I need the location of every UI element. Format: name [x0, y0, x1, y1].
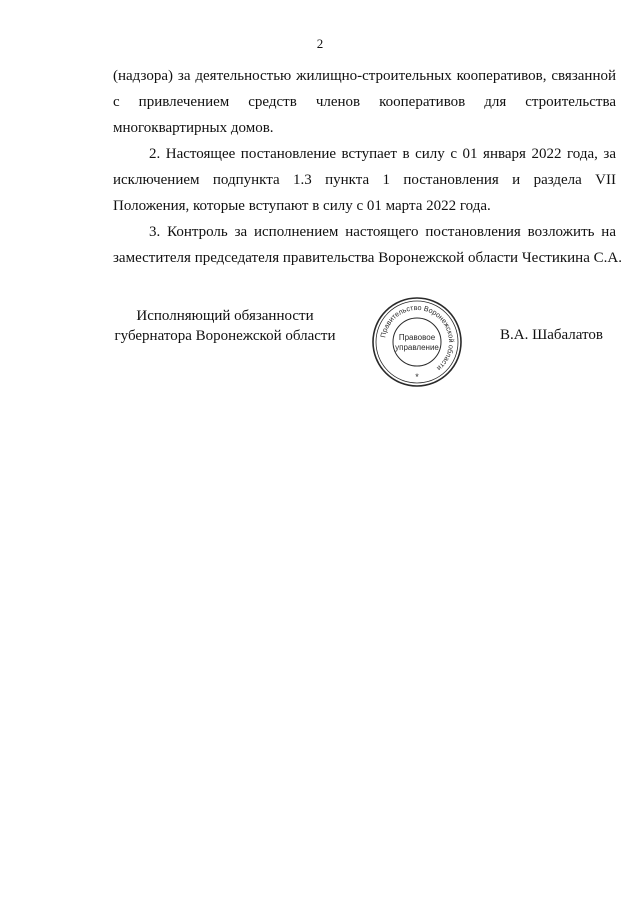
stamp-star: * [415, 372, 419, 382]
paragraph-2-line-2: исключением подпункта 1.3 пункта 1 постановления и раздела VII [113, 172, 616, 188]
stamp-ring-text: Правительство Воронежской области [378, 302, 457, 373]
paragraph-2-line-3: Положения, которые вступают в силу с 01 марта 2022 года. [113, 198, 491, 214]
stamp-center-line-1: Правовое [398, 333, 436, 342]
signatory-position [110, 306, 340, 346]
paragraph-2 [113, 141, 616, 219]
page-number: 2 [316, 36, 324, 51]
paragraph-1-line-2: с привлечением средств членов кооперативов для строительства [113, 94, 616, 110]
signatory-name: В.А. Шабалатов [500, 327, 603, 343]
stamp-inner-ring [376, 301, 458, 383]
paragraph-3-line-2: заместителя председателя правительства Воронежской области Честикина С.А. [113, 250, 622, 266]
paragraph-1 [113, 63, 616, 141]
paragraph-2-line-1: 2. Настоящее постановление вступает в силу с 01 января 2022 года, за [149, 146, 616, 162]
paragraph-3 [113, 219, 622, 271]
paragraph-1-line-3: многоквартирных домов. [113, 120, 274, 136]
signatory-position-line-1: Исполняющий обязанности [136, 308, 314, 324]
official-stamp [371, 296, 463, 388]
stamp-center-line-2: управление [395, 343, 439, 352]
document-body [113, 63, 622, 271]
paragraph-3-line-1: 3. Контроль за исполнением настоящего постановления возложить на [149, 224, 616, 240]
stamp-center-ring [393, 318, 441, 366]
paragraph-1-line-1: (надзора) за деятельностью жилищно-строительных кооперативов, связанной [113, 68, 616, 84]
signatory-position-line-2: губернатора Воронежской области [114, 328, 336, 344]
